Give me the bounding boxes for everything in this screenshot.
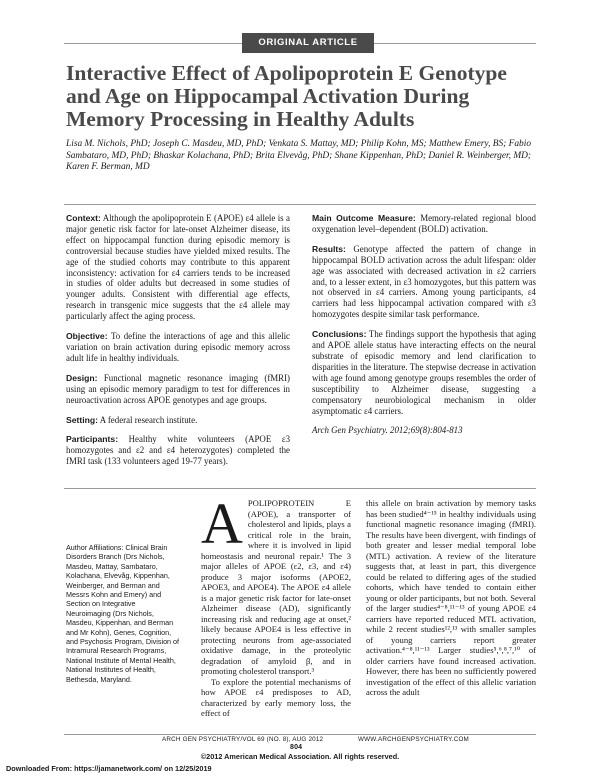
abstract-top-rule [64,204,536,205]
abstract-right-column [312,213,536,445]
citation: Arch Gen Psychiatry. 2012;69(8):804-813 [312,425,463,436]
body-paragraph: To explore the potential mechanisms of how APOE ε4 predisposes to AD, characterized by early memory loss, the effect of [201,676,351,718]
abstract-design: Design: Functional magnetic resonance imaging (fMRI) using an episodic memory paradigm to test for differences in neuroactivation across APOE genotypes and age groups. [66,372,290,405]
abstract-bottom-rule [64,488,536,489]
abstract-participants: Participants: Healthy white volunteers (APOE ε3 homozygotes and ε2 and ε4 heterozygotes) completed the fMRI task (133 volunteers aged 19-77 years). [66,434,291,467]
drop-cap: A [201,491,243,556]
footer-rule [64,734,536,735]
abstract-left-column [66,213,290,476]
abstract-outcome: Main Outcome Measure: Memory-related regional blood oxygenation level–dependent (BOLD) activation. [312,213,536,234]
abstract-objective: Objective: To define the interactions of age and this allelic variation on brain activation during episodic memory across adult life in healthy individuals. [66,331,290,363]
copyright-notice: ©2012 American Medical Association. All rights reserved. [200,752,400,761]
body-column-2 [366,498,536,698]
download-notice: Downloaded From: https://jamanetwork.com/ on 12/25/2019 [6,764,212,773]
abstract-context: Context: Although the apolipoprotein E (APOE) ε4 allele is a major genetic risk factor for late-onset Alzheimer disease, its effect on hippocampal function during episodic memory is controversial because studies have yielded mixed results. The age of the studied cohorts may contribute to this apparent inconsistency: activation for ε4 carriers tends to be increased in studies of older adults but decreased in some studies of younger adults. Consistent with differential age effects, research in transgenic mice suggests that the ε4 allele may particularly affect the aging process. [66,213,290,322]
abstract-setting: Setting: A federal research institute. [66,414,198,425]
body-column-1 [201,491,351,719]
author-list: Lisa M. Nichols, PhD; Joseph C. Masdeu, MD, PhD; Venkata S. Mattay, MD; Philip Kohn, MS; Matthew Emery, BS; Fabio Sambataro, MD, PhD; Bhaskar Kolachana, PhD; Brita Elvevåg, PhD; Shane Kippenhan, PhD; Daniel R. Weinberger, MD; Karen F. Berman, MD [66,139,532,173]
journal-website: WWW.ARCHGENPSYCHIATRY.COM [358,736,470,743]
article-title: Interactive Effect of Apolipoprotein E Genotype and Age on Hippocampal Activation During Memory Processing in Healthy Adults [66,61,507,131]
abstract-results: Results: Genotype affected the pattern of change in hippocampal BOLD activation across the adult lifespan: older age was associated with decreased activation in ε2 carriers and, to a lesser extent, in ε3 homozygotes, but this pattern was not observed in ε4 carriers. Among young participants, ε4 carriers had less hippocampal activation compared with ε3 homozygotes despite similar task performance. [312,243,536,320]
body-paragraph: this allele on brain activation by memory tasks has been studied⁴⁻¹⁵ in healthy individuals using functional magnetic resonance imaging (fMRI). The results have been divergent, with findings of both greater and lesser medial temporal lobe (MTL) activation. A review of the literature suggests that, at least in part, this divergence could be related to differing ages of the studied cohorts, which have tended to contain either young or older participants, but not both. Several of the larger studies⁴⁻⁸,¹¹⁻¹³ of young APOE ε4 carriers have reported reduced MTL activation, while 2 recent studies¹²,¹³ with smaller samples of young carriers report greater activation.⁴⁻⁸,¹¹⁻¹³ Larger studies⁵,⁶,⁸,⁷,¹⁰ of older carriers have found increased activation. However, there has been no sufficiently powered investigation of the effect of this allelic variation across the adult [366,498,536,697]
abstract-conclusions: Conclusions: The findings support the hypothesis that aging and APOE allele status have interacting effects on the neural substrate of episodic memory and lend clarification to disparities in the literature. The stepwise decrease in activation with age found among genotype groups resembles the order of susceptibility to Alzheimer disease, suggesting a compensatory neurobiological mechanism in older asymptomatic ε4 carriers. [312,329,536,416]
author-affiliations: Author Affiliations: Clinical Brain Disorders Branch (Drs Nichols, Masdeu, Mattay, Sambataro, Kolachana, Elvevåg, Kippenhan, Weinberger, and Berman and Messrs Kohn and Emery) and Section on Integrative Neuroimaging (Drs Nichols, Masdeu, Kippenhan, and Berman and Mr Kohn), Genes, Cognition, and Psychosis Program, Division of Intramural Research Programs, National Institute of Mental Health, National Institutes of Health, Bethesda, Maryland. [66,543,180,684]
body-paragraph: APOLIPOPROTEIN E (APOE), a transporter of cholesterol and lipids, plays a critical role in the brain, where it is involved in lipid homeostasis and neuronal repair.¹ The 3 major alleles of APOE (ε2, ε3, and ε4) produce 3 major isoforms (APOE2, APOE3, and APOE4). The APOE ε4 allele is a major genetic risk factor for late-onset Alzheimer disease (AD), significantly increasing risk and reducing age at onset,² likely because APOE4 is less effective in protecting neurons from age-associated oxidative damage, in the proteolytic degradation of amyloid β, and in promoting cholesterol transport.³ [201,491,351,676]
article-type-badge: ORIGINAL ARTICLE [242,33,374,53]
journal-info: ARCH GEN PSYCHIATRY/VOL 69 (NO. 8), AUG 2012 [162,736,324,743]
page-number: 804 [290,744,303,751]
